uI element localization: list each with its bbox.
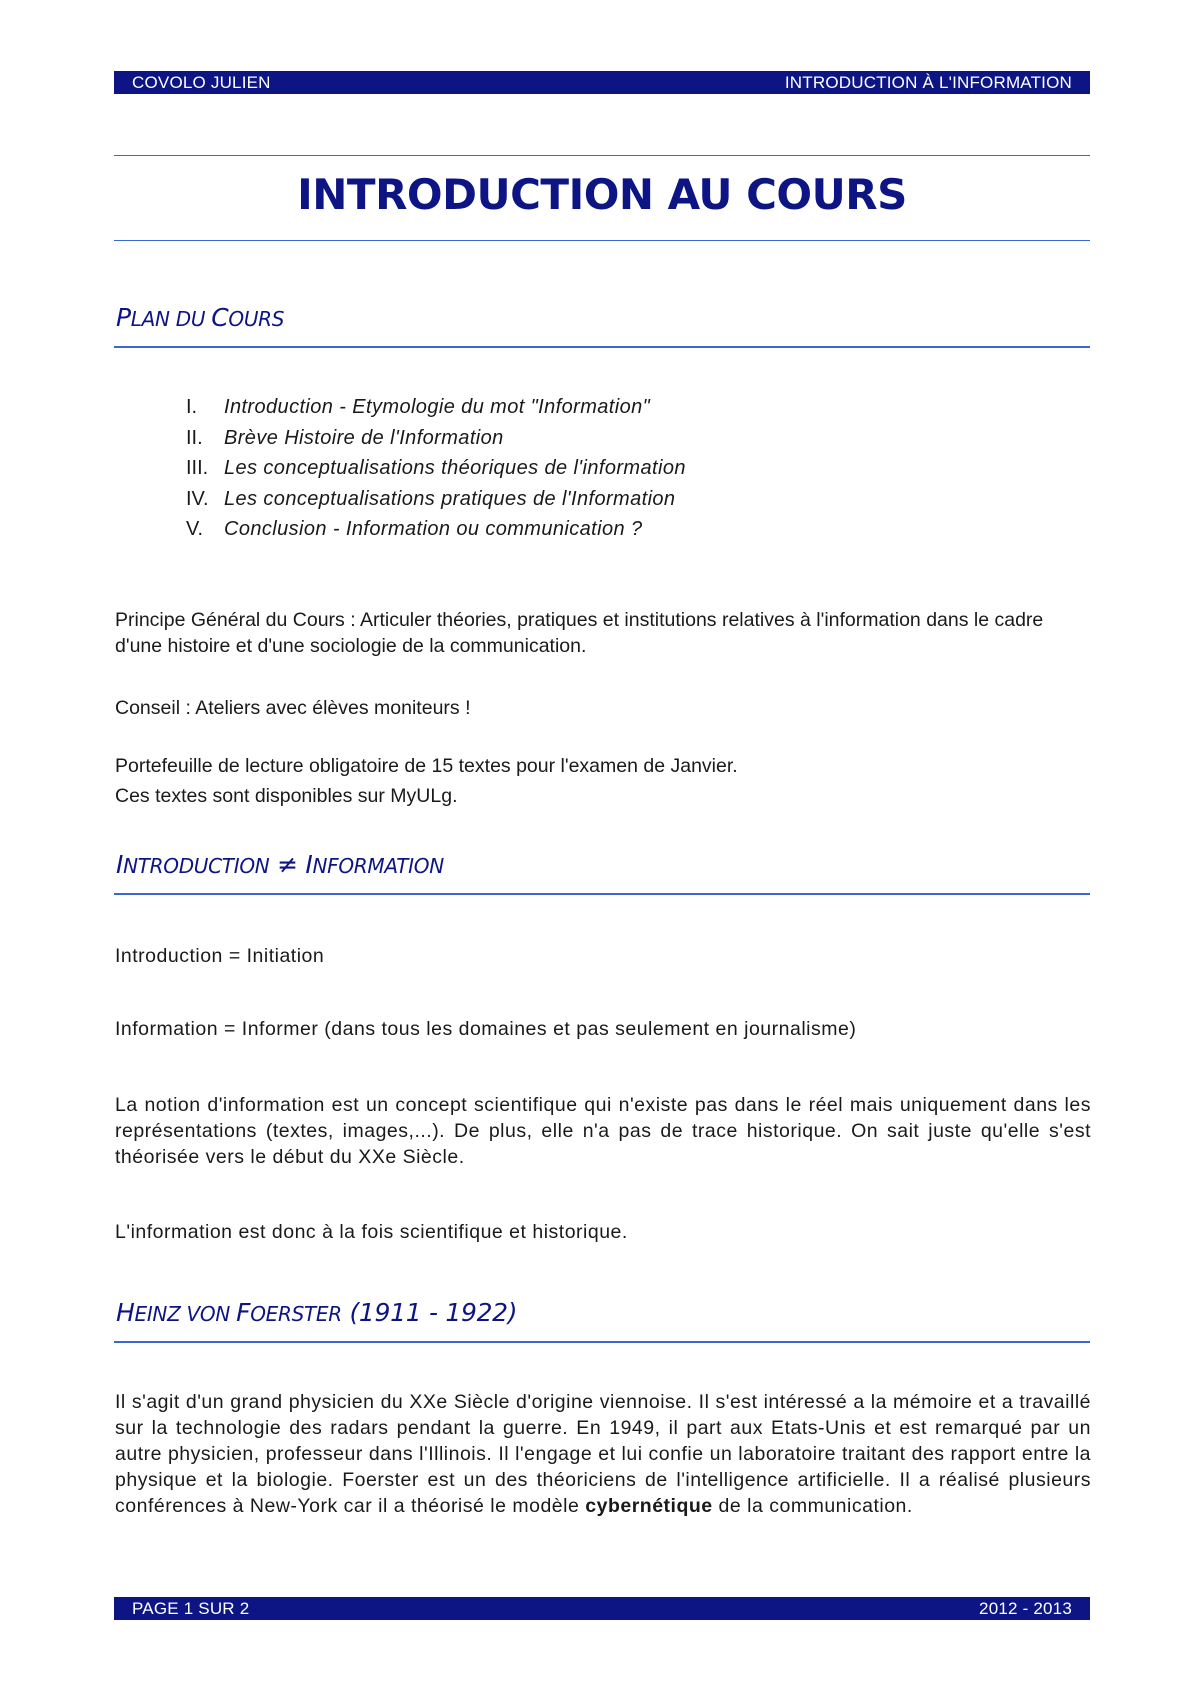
list-item: IV. Les conceptualisations pratiques de l'Information bbox=[186, 487, 676, 510]
header-author: COVOLO JULIEN bbox=[132, 73, 271, 92]
section-heading-plan: PLAN DU COURS bbox=[116, 303, 285, 332]
paragraph-textes: Ces textes sont disponibles sur MyULg. bbox=[115, 785, 458, 807]
bold-term: cybernétique bbox=[585, 1495, 713, 1517]
section-heading-heinz: HEINZ VON FOERSTER (1911 - 1922) bbox=[116, 1298, 518, 1327]
section-heading-intro: INTRODUCTION ≠ INFORMATION bbox=[116, 850, 444, 879]
footer-page-number: PAGE 1 SUR 2 bbox=[132, 1599, 250, 1618]
paragraph-notion: La notion d'information est un concept scientifique qui n'existe pas dans le réel mais uniquement dans les représentations (textes, images,...). De plus, elle n'a pas de trace historique. On sait juste qu'elle s'est théorisée vers le début du XXe Siècle. bbox=[115, 1094, 1091, 1168]
paragraph-conseil: Conseil : Ateliers avec élèves moniteurs ! bbox=[115, 697, 471, 719]
page-title: INTRODUCTION AU COURS bbox=[297, 170, 907, 219]
list-item: II. Brève Histoire de l'Information bbox=[186, 426, 504, 449]
footer-year: 2012 - 2013 bbox=[979, 1599, 1072, 1618]
paragraph-conclusion: L'information est donc à la fois scientifique et historique. bbox=[115, 1221, 628, 1243]
paragraph-portefeuille: Portefeuille de lecture obligatoire de 15 textes pour l'examen de Janvier. bbox=[115, 755, 738, 777]
paragraph-heinz-bio: Il s'agit d'un grand physicien du XXe Siècle d'origine viennoise. Il s'est intéressé a la mémoire et a travaillé sur la technologie des radars pendant la guerre. En 1949, il part aux Etats-Unis et est remarqué par un autre physicien, professeur dans l'Illinois. Il l'engage et lui confie un laboratoire traitant des rapport entre la physique et la biologie. Foerster est un des théoriciens de l'intelligence artificielle. Il a réalisé plusieurs conférences à New-York car il a théorisé le modèle cybernétique de la communication. bbox=[115, 1391, 1091, 1517]
list-item: I. Introduction - Etymologie du mot "Information" bbox=[186, 396, 651, 418]
list-item: V. Conclusion - Information ou communication ? bbox=[186, 518, 643, 540]
section-rule-plan bbox=[114, 346, 1090, 348]
paragraph-information-def: Information = Informer (dans tous les domaines et pas seulement en journalisme) bbox=[115, 1018, 857, 1040]
page-header bbox=[114, 71, 1090, 94]
title-bottom-rule bbox=[114, 240, 1090, 241]
paragraph-introduction-def: Introduction = Initiation bbox=[115, 945, 325, 967]
header-course: INTRODUCTION À L'INFORMATION bbox=[784, 73, 1072, 92]
title-top-rule bbox=[114, 155, 1090, 156]
paragraph-principe: Principe Général du Cours : Articuler théories, pratiques et institutions relatives à l'information dans le cadre d'une histoire et d'une sociologie de la communication. bbox=[115, 609, 1044, 657]
section-rule-intro bbox=[114, 893, 1090, 895]
list-item: III. Les conceptualisations théoriques de l'information bbox=[186, 457, 686, 479]
section-rule-heinz bbox=[114, 1341, 1090, 1343]
course-plan-list bbox=[186, 392, 686, 545]
page-footer bbox=[114, 1597, 1090, 1620]
